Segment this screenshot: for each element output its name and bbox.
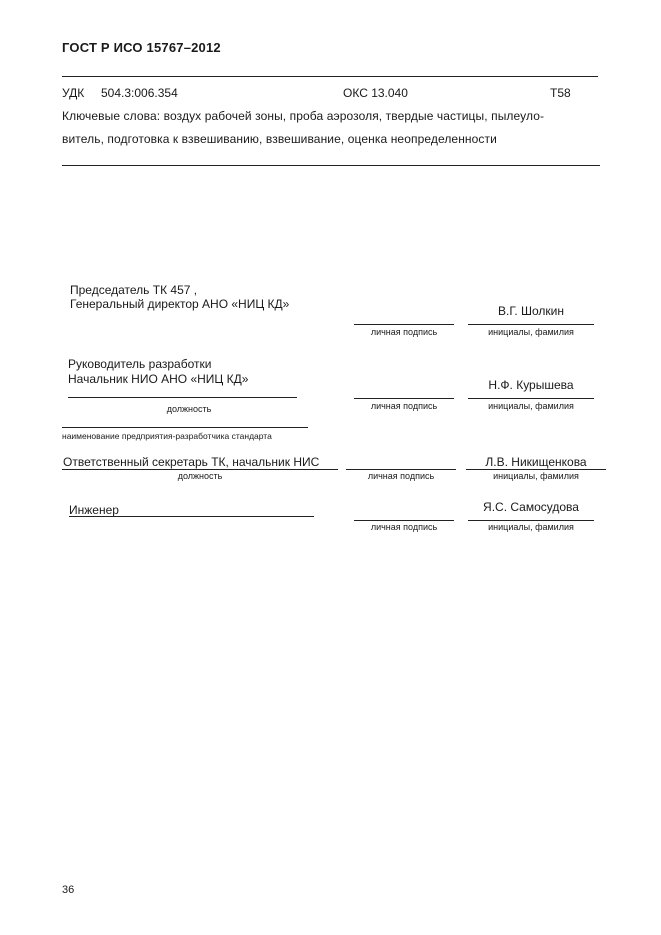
chair-name: В.Г. Шолкин [497, 304, 565, 318]
engineer-name-line [468, 520, 594, 521]
engineer-position: Инженер [69, 503, 119, 517]
developer-signature-caption: личная подпись [370, 401, 438, 411]
secretary-position-line [62, 469, 338, 470]
chair-name-caption: инициалы, фамилия [488, 327, 574, 337]
secretary-signature-line [346, 469, 456, 470]
document-title: ГОСТ Р ИСО 15767–2012 [62, 40, 221, 55]
secretary-position-caption: должность [177, 471, 223, 481]
chair-position-line-2: Генеральный директор АНО «НИЦ КД» [70, 297, 290, 311]
engineer-signature-caption: личная подпись [370, 522, 438, 532]
developer-position-caption: должность [166, 404, 212, 414]
organization-line [62, 427, 308, 428]
udk-value: 504.3:006.354 [101, 86, 178, 100]
oks-code: ОКС 13.040 [343, 86, 408, 100]
secretary-signature-caption: личная подпись [367, 471, 435, 481]
developer-name-line [468, 398, 594, 399]
developer-name: Н.Ф. Курышева [488, 378, 574, 392]
category-code: Т58 [550, 86, 571, 100]
secretary-position: Ответственный секретарь ТК, начальник НИС [63, 455, 320, 469]
engineer-position-line [69, 516, 314, 517]
udk-label: УДК [62, 86, 85, 100]
engineer-name: Я.С. Самосудова [483, 500, 579, 514]
keywords-line-1: Ключевые слова: воздух рабочей зоны, проба аэрозоля, твердые частицы, пылеуло- [62, 109, 545, 123]
keywords-line-2: витель, подготовка к взвешиванию, взвешивание, оценка неопределенности [62, 132, 497, 146]
developer-position-line-1: Руководитель разработки [68, 357, 212, 371]
chair-signature-caption: личная подпись [370, 327, 438, 337]
chair-position-line-1: Председатель ТК 457 , [70, 283, 198, 297]
secretary-name-caption: инициалы, фамилия [493, 471, 579, 481]
developer-position-line [68, 397, 297, 398]
developer-position-line-2: Начальник НИО АНО «НИЦ КД» [68, 372, 249, 386]
secretary-name-line [466, 469, 606, 470]
engineer-name-caption: инициалы, фамилия [488, 522, 574, 532]
secretary-name: Л.В. Никищенкова [485, 455, 587, 469]
organization-caption: наименование предприятия-разработчика стандарта [62, 431, 272, 441]
engineer-signature-line [354, 520, 454, 521]
chair-signature-line [354, 324, 454, 325]
page-number: 36 [62, 884, 75, 896]
developer-signature-line [354, 398, 454, 399]
developer-name-caption: инициалы, фамилия [488, 401, 574, 411]
keywords-divider [62, 165, 600, 166]
chair-name-line [468, 324, 594, 325]
header-divider [62, 76, 598, 77]
